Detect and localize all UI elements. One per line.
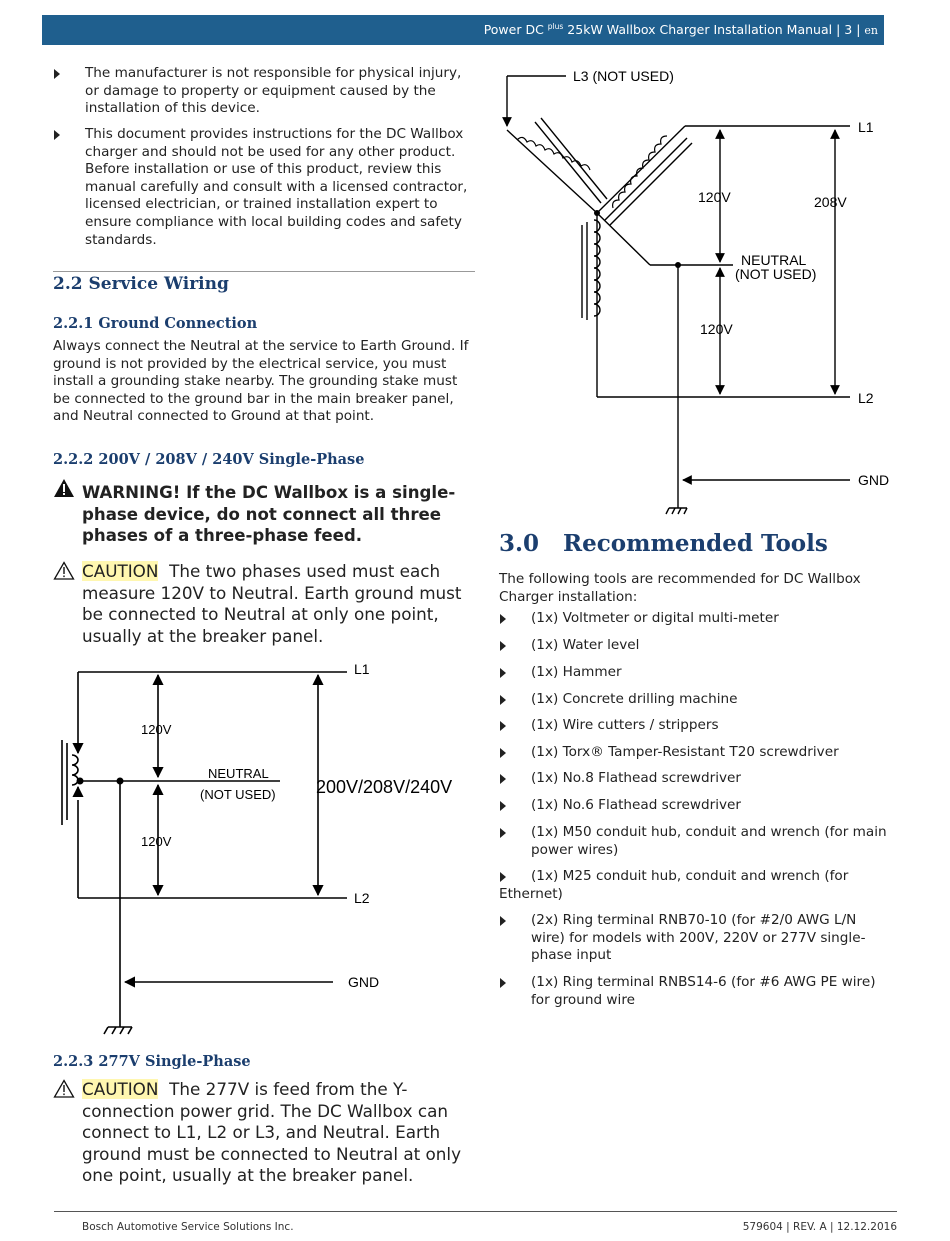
label-l2: L2 bbox=[858, 390, 874, 406]
warning-triangle-filled-icon bbox=[53, 478, 75, 498]
triangle-bullet-icon bbox=[500, 916, 506, 926]
caution-label: CAUTION bbox=[82, 1079, 159, 1099]
triangle-bullet-icon bbox=[500, 695, 506, 705]
triangle-bullet-icon bbox=[500, 828, 506, 838]
triangle-bullet-icon bbox=[54, 69, 60, 79]
header-bar bbox=[42, 15, 884, 45]
heading-text: Recommended Tools bbox=[563, 530, 828, 557]
triangle-bullet-icon bbox=[500, 721, 506, 731]
caution-text: The two phases used must each measure 120V to Neutral. Earth ground must be connected to Neutral at only one point, usually at the breaker panel. bbox=[82, 561, 462, 646]
label-120v-bottom: 120V bbox=[700, 321, 733, 337]
tool-item: (1x) No.6 Flathead screwdriver bbox=[531, 797, 741, 813]
triangle-bullet-icon bbox=[500, 641, 506, 651]
label-total-voltage: 200V/208V/240V bbox=[316, 777, 453, 797]
section-divider bbox=[53, 271, 475, 272]
triangle-bullet-icon bbox=[54, 130, 60, 140]
tool-item: (2x) Ring terminal RNB70-10 (for #2/0 AWG L/N wire) for models with 200V, 220V or 277V single-phase input bbox=[531, 912, 866, 964]
header-title-pre: Power DC bbox=[483, 22, 544, 37]
ground-connection-text: Always connect the Neutral at the service to Earth Ground. If ground is not provided by the electrical service, you must install a grounding stake nearby. The grounding stake must be connected to the ground bar in the main breaker panel, and Neutral connected to Ground at that point. bbox=[53, 338, 469, 425]
intro-bullet-2: This document provides instructions for the DC Wallbox charger and should not be used for any other product. Before installation or use of this product, review this manual carefully and consult with a licensed contractor, licensed electrician, or trained installation expert to ensure compliance with local building codes and safety standards. bbox=[85, 126, 468, 248]
caution-triangle-outline-icon bbox=[53, 1079, 75, 1098]
triangle-bullet-icon bbox=[500, 801, 506, 811]
tool-item: (1x) Wire cutters / strippers bbox=[531, 717, 719, 733]
tool-item: (1x) M25 conduit hub, conduit and wrench (for Ethernet) bbox=[499, 868, 849, 902]
caution-single-phase bbox=[82, 561, 477, 647]
label-l2: L2 bbox=[354, 890, 370, 906]
footer-doc-info: 579604 | REV. A | 12.12.2016 bbox=[742, 1221, 897, 1233]
label-gnd: GND bbox=[348, 974, 380, 990]
heading-ground-connection: 2.2.1 Ground Connection bbox=[53, 315, 258, 332]
label-not-used: (NOT USED) bbox=[735, 266, 817, 282]
triangle-bullet-icon bbox=[500, 668, 506, 678]
three-phase-wiring-diagram bbox=[495, 60, 915, 520]
caution-text: The 277V is feed from the Y-connection power grid. The DC Wallbox can connect to L1, L2 or L3, and Neutral. Earth ground must be connected to Neutral at only one point, usually at the breaker panel. bbox=[82, 1079, 462, 1185]
label-l1: L1 bbox=[858, 119, 874, 135]
label-120v-bottom: 120V bbox=[141, 834, 172, 849]
triangle-bullet-icon bbox=[500, 978, 506, 988]
header-title-sup: plus bbox=[547, 22, 564, 31]
tool-item: (1x) Concrete drilling machine bbox=[531, 691, 738, 707]
triangle-bullet-icon bbox=[500, 614, 506, 624]
triangle-bullet-icon bbox=[500, 774, 506, 784]
tool-item: (1x) No.8 Flathead screwdriver bbox=[531, 770, 741, 786]
label-120v-top: 120V bbox=[698, 189, 731, 205]
label-l3-not-used: L3 (NOT USED) bbox=[573, 68, 674, 84]
tool-item: (1x) Water level bbox=[531, 637, 640, 653]
heading-recommended-tools bbox=[499, 530, 828, 557]
tool-item: (1x) Voltmeter or digital multi-meter bbox=[531, 610, 779, 626]
single-phase-wiring-diagram bbox=[50, 655, 480, 1040]
header-lang: en bbox=[864, 24, 878, 37]
label-neutral: NEUTRAL bbox=[208, 766, 269, 781]
triangle-bullet-icon bbox=[500, 748, 506, 758]
label-120v-top: 120V bbox=[141, 722, 172, 737]
heading-number: 3.0 bbox=[499, 530, 540, 557]
label-neutral: NEUTRAL bbox=[741, 252, 807, 268]
tool-item: (1x) Ring terminal RNBS14-6 (for #6 AWG PE wire) for ground wire bbox=[531, 974, 876, 1008]
tool-item: (1x) Hammer bbox=[531, 664, 622, 680]
tool-item: (1x) M50 conduit hub, conduit and wrench (for main power wires) bbox=[531, 824, 887, 858]
caution-277v bbox=[82, 1079, 477, 1187]
label-l1: L1 bbox=[354, 661, 370, 677]
intro-bullet-1: The manufacturer is not responsible for physical injury, or damage to property or equipment caused by the installation of this device. bbox=[85, 65, 462, 117]
caution-triangle-outline-icon bbox=[53, 561, 75, 580]
footer-divider bbox=[54, 1211, 897, 1212]
label-208v: 208V bbox=[814, 194, 847, 210]
caution-label: CAUTION bbox=[82, 561, 159, 581]
header-title-post: 25kW Wallbox Charger Installation Manual | 3 | bbox=[567, 22, 861, 37]
label-gnd: GND bbox=[858, 472, 890, 488]
footer-company: Bosch Automotive Service Solutions Inc. bbox=[82, 1221, 294, 1233]
warning-text: WARNING! If the DC Wallbox is a single-phase device, do not connect all three phases of a three-phase feed. bbox=[82, 483, 456, 545]
heading-277v: 2.2.3 277V Single-Phase bbox=[53, 1053, 251, 1070]
tool-item: (1x) Torx® Tamper-Resistant T20 screwdriver bbox=[531, 744, 839, 760]
heading-single-phase: 2.2.2 200V / 208V / 240V Single-Phase bbox=[53, 451, 365, 468]
label-not-used: (NOT USED) bbox=[200, 787, 276, 802]
tools-intro: The following tools are recommended for DC Wallbox Charger installation: bbox=[499, 571, 861, 605]
heading-service-wiring: 2.2 Service Wiring bbox=[53, 274, 229, 294]
header-title bbox=[484, 22, 878, 37]
